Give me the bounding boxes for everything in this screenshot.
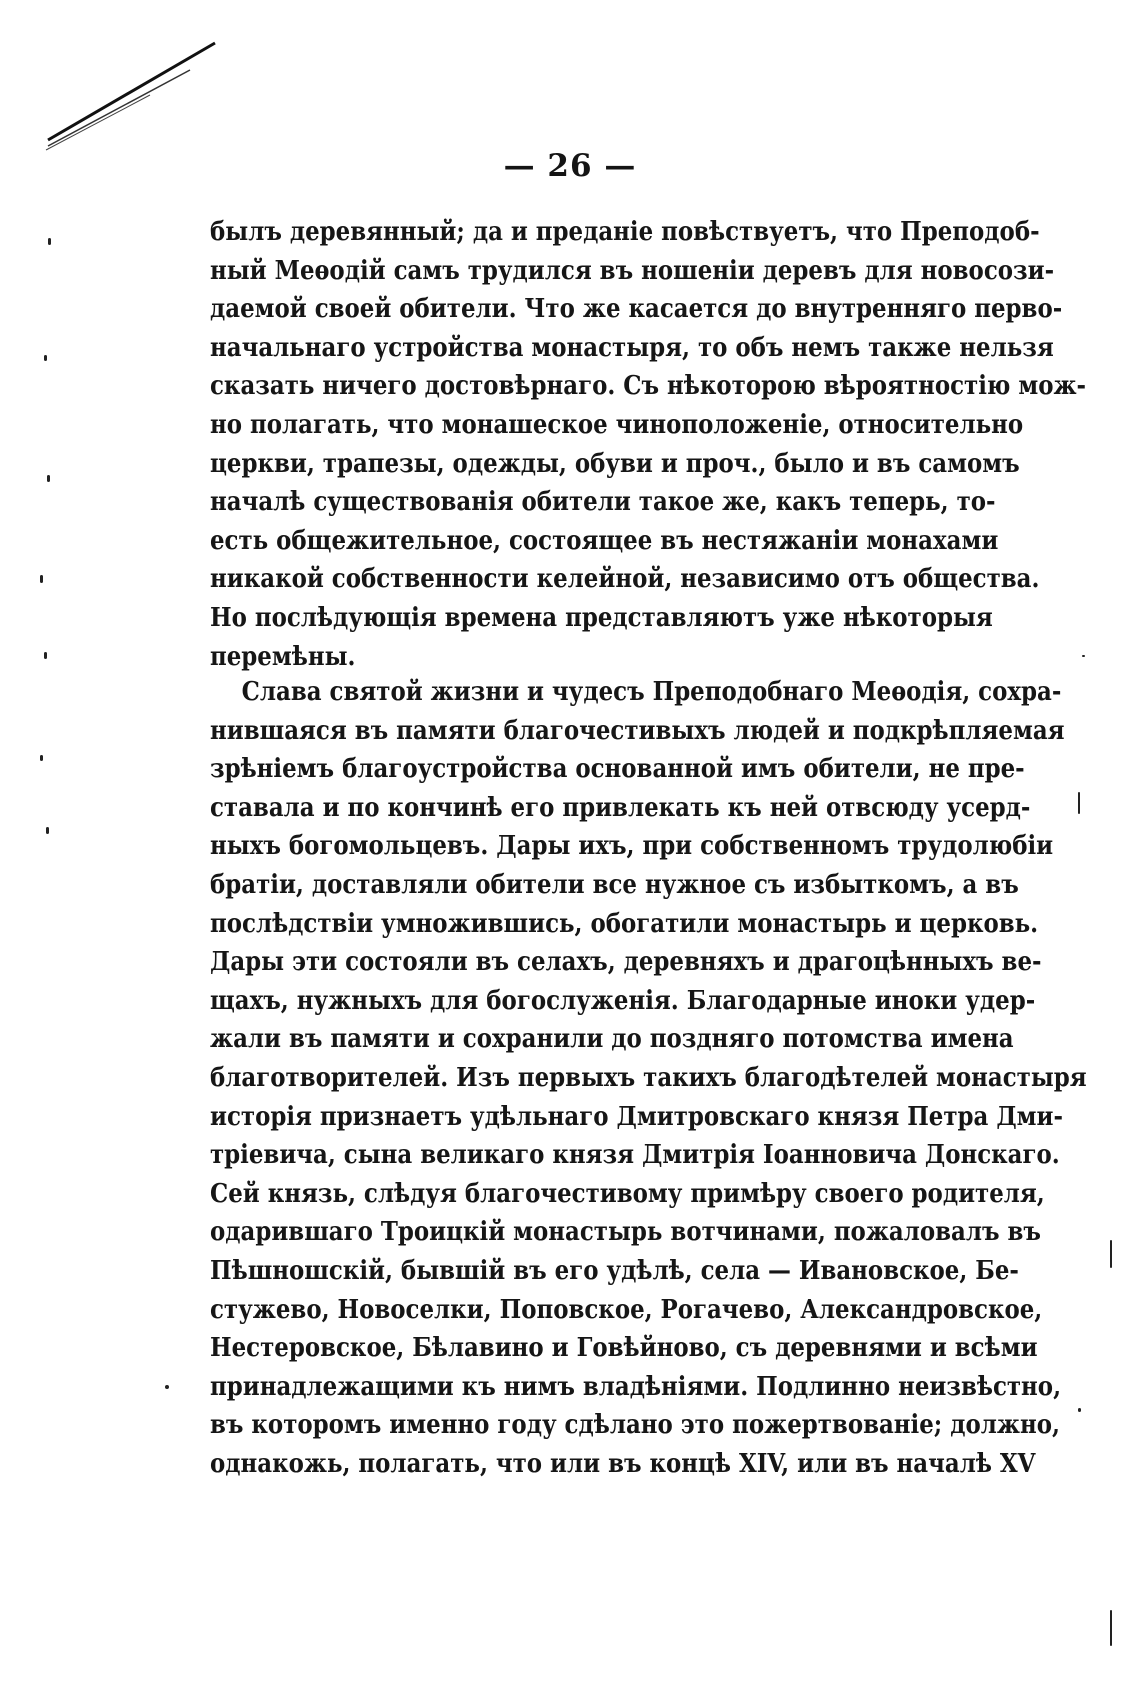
page-number: — 26 — xyxy=(503,148,637,184)
scan-speck xyxy=(1110,1610,1112,1646)
scan-speck xyxy=(44,652,47,659)
text-line: Сей князь, слѣдуя благочестивому примѣру своего родителя, xyxy=(210,1178,1045,1209)
scan-speck xyxy=(44,355,47,361)
text-line: однакожь, полагать, что или въ концѣ XIV, или въ началѣ XV xyxy=(210,1448,1036,1479)
text-line: благотворителей. Изъ первыхъ такихъ благодѣтелей монастыря xyxy=(210,1062,1087,1093)
text-line: сказать ничего достовѣрнаго. Съ нѣкоторою вѣроятностію мож- xyxy=(210,371,1087,402)
text-line: никакой собственности келейной, независимо отъ общества. xyxy=(210,564,1040,595)
text-line: исторія признаетъ удѣльнаго Дмитровскаго князя Петра Дми- xyxy=(210,1101,1064,1132)
scan-speck xyxy=(47,475,50,482)
text-line: послѣдствіи умножившись, обогатили монастырь и церковь. xyxy=(210,908,1039,939)
text-line: тріевича, сына великаго князя Дмитрія Іоанновича Донскаго. xyxy=(210,1140,1060,1171)
text-line: Но послѣдующія времена представляютъ уже нѣкоторыя xyxy=(210,602,993,633)
text-line: Дары эти состояли въ селахъ, деревняхъ и драгоцѣнныхъ ве- xyxy=(210,947,1042,978)
text-line: есть общежительное, состоящее въ нестяжаніи монахами xyxy=(210,525,999,556)
paragraph-2 xyxy=(210,673,1087,1483)
text-line: въ которомъ именно году сдѣлано это пожертвованіе; должно, xyxy=(210,1410,1060,1441)
text-line: братіи, доставляли обители все нужное съ избыткомъ, а въ xyxy=(210,869,1019,900)
text-line: зрѣніемъ благоустройства основанной имъ обители, не пре- xyxy=(210,754,1025,785)
scan-speck xyxy=(1110,1240,1112,1268)
scan-speck xyxy=(40,755,43,761)
text-line: началѣ существованія обители такое же, какъ теперь, то- xyxy=(210,487,996,518)
scan-speck xyxy=(48,238,51,245)
scan-speck xyxy=(40,575,43,583)
text-line: Слава святой жизни и чудесъ Преподобнаго Меѳодія, сохра- xyxy=(241,677,1062,707)
text-line: ныхъ богомольцевъ. Дары ихъ, при собственномъ трудолюбіи xyxy=(210,831,1054,862)
scan-speck xyxy=(1078,1408,1081,1412)
text-line: жали въ памяти и сохранили до поздняго потомства имена xyxy=(210,1024,1014,1055)
text-line: былъ деревянный; да и преданіе повѣствуетъ, что Преподоб- xyxy=(210,217,1040,247)
text-line: перемѣны. xyxy=(210,641,356,672)
paragraph-1 xyxy=(210,213,1087,676)
text-line: церкви, трапезы, одежды, обуви и проч., было и въ самомъ xyxy=(210,448,1020,479)
scan-speck xyxy=(1078,792,1080,814)
scan-speck xyxy=(165,1385,169,1389)
text-line: Пѣшношскій, бывшій въ его удѣлѣ, села — Ивановское, Бе- xyxy=(210,1255,1019,1286)
scan-speck xyxy=(1082,655,1085,657)
text-line: ный Меѳодій самъ трудился въ ношеніи деревъ для новосози- xyxy=(210,255,1055,286)
text-line: но полагать, что монашеское чиноположеніе, относительно xyxy=(210,409,1024,440)
text-line: начальнаго устройства монастыря, то объ немъ также нельзя xyxy=(210,332,1054,363)
text-line: щахъ, нужныхъ для богослуженія. Благодарные иноки удер- xyxy=(210,985,1036,1016)
text-line: нившаяся въ памяти благочестивыхъ людей и подкрѣпляемая xyxy=(210,715,1065,746)
text-line: даемой своей обители. Что же касается до внутренняго перво- xyxy=(210,294,1063,325)
text-line: ставала и по кончинѣ его привлекать къ ней отвсюду усерд- xyxy=(210,792,1031,823)
text-line: Нестеровское, Бѣлавино и Говѣйново, съ деревнями и всѣми xyxy=(210,1333,1038,1364)
scan-speck xyxy=(46,827,49,834)
text-line: стужево, Новоселки, Поповское, Рогачево, Александровское, xyxy=(210,1294,1043,1325)
text-line: принадлежащими къ нимъ владѣніями. Подлинно неизвѣстно, xyxy=(210,1371,1062,1402)
text-line: одарившаго Троицкій монастырь вотчинами, пожаловалъ въ xyxy=(210,1217,1041,1248)
